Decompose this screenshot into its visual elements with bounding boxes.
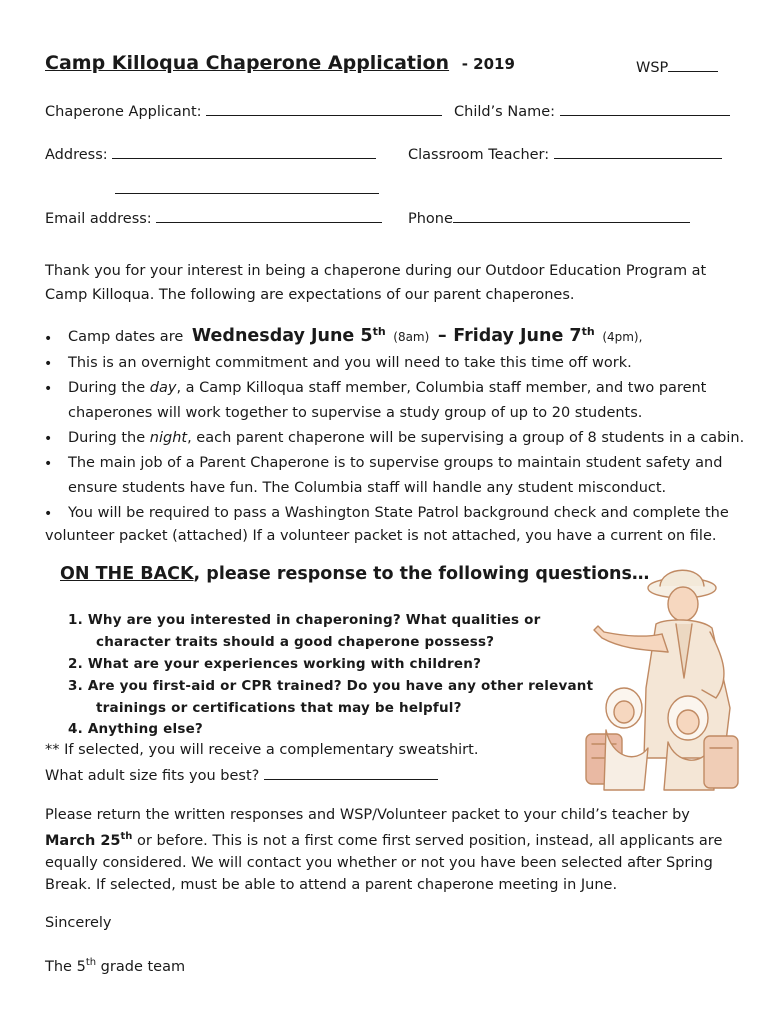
- sincerely: Sincerely: [45, 915, 112, 931]
- list-item-continued: ensure students have fun. The Columbia staff will handle any student misconduct.: [68, 480, 667, 496]
- b3-a: During the: [68, 380, 150, 396]
- question-4: 4. Anything else?: [68, 721, 203, 737]
- size-blank[interactable]: [264, 764, 438, 780]
- closing-line-2-text: or before. This is not a first come first served position, instead, all applicants are: [132, 832, 723, 849]
- b3-day: day: [149, 380, 177, 396]
- question-1-continued: character traits should a good chaperone possess?: [96, 634, 495, 650]
- list-item: [68, 325, 642, 346]
- sweatshirt-note: ** If selected, you will receive a complementary sweatshirt.: [45, 742, 479, 758]
- question-3-continued: trainings or certifications that may be helpful?: [96, 700, 462, 716]
- start-sup: th: [372, 325, 386, 338]
- list-item: [68, 430, 744, 446]
- email-label: Email address:: [45, 211, 152, 227]
- closing-line-1: Please return the written responses and WSP/Volunteer packet to your child’s teacher by: [45, 807, 690, 823]
- closing-paragraph: [45, 804, 745, 896]
- wsp-blank[interactable]: [668, 56, 718, 72]
- start-day: Wednesday June 5: [191, 325, 373, 346]
- applicant-blank[interactable]: [206, 100, 442, 116]
- child-blank[interactable]: [560, 100, 730, 116]
- phone-field: [408, 207, 690, 227]
- bullet-icon: •: [44, 456, 53, 472]
- list-item-continued: chaperones will work together to supervise a study group of up to 20 students.: [68, 405, 643, 421]
- address-line2-blank[interactable]: [115, 178, 379, 194]
- applicant-label: Chaperone Applicant:: [45, 104, 202, 120]
- size-label: What adult size fits you best?: [45, 768, 260, 784]
- wsp-label: WSP: [636, 60, 669, 76]
- phone-blank[interactable]: [453, 207, 690, 223]
- list-item: [68, 380, 706, 396]
- start-time: (8am): [393, 329, 430, 344]
- teacher-blank[interactable]: [554, 143, 722, 159]
- closing-line-2: [45, 826, 745, 852]
- bullet-icon: •: [44, 331, 53, 347]
- page-title: Camp Killoqua Chaperone Application: [45, 52, 450, 74]
- signoff: [45, 957, 185, 975]
- list-item: The main job of a Parent Chaperone is to supervise groups to maintain student safety and: [68, 455, 723, 471]
- question-3: 3. Are you first-aid or CPR trained? Do you have any other relevant: [68, 678, 594, 694]
- child-label: Child’s Name:: [454, 104, 556, 120]
- question-2: 2. What are your experiences working with children?: [68, 656, 482, 672]
- b4-a: During the: [68, 430, 150, 446]
- b3-b: , a Camp Killoqua staff member, Columbia staff member, and two parent: [176, 380, 707, 396]
- bullet-icon: •: [44, 356, 53, 372]
- b4-b: , each parent chaperone will be supervising a group of 8 students in a cabin.: [187, 430, 745, 446]
- list-item-continued: volunteer packet (attached) If a volunteer packet is not attached, you have a current on file.: [45, 528, 717, 544]
- phone-label: Phone: [408, 211, 453, 227]
- list-item: You will be required to pass a Washington State Patrol background check and complete the: [68, 505, 729, 521]
- b4-night: night: [149, 430, 188, 446]
- email-blank[interactable]: [156, 207, 382, 223]
- child-field: [454, 100, 730, 120]
- end-time: (4pm),: [602, 329, 643, 344]
- size-field: [45, 764, 438, 784]
- questions-heading: [60, 564, 649, 584]
- address-field: [45, 143, 376, 163]
- intro-paragraph: Thank you for your interest in being a chaperone during our Outdoor Education Program at Camp Killoqua. The following are expectations of our parent chaperones.: [45, 263, 707, 303]
- closing-line-4: Break. If selected, must be able to attend a parent chaperone meeting in June.: [45, 876, 618, 893]
- teacher-label: Classroom Teacher:: [408, 147, 550, 163]
- address-label: Address:: [45, 147, 108, 163]
- header: [45, 52, 515, 74]
- bullet-icon: •: [44, 431, 53, 447]
- dash: –: [437, 325, 447, 346]
- deadline-sup: th: [120, 831, 133, 842]
- signoff-sup: th: [85, 957, 97, 968]
- signoff-b: grade team: [96, 958, 186, 975]
- address-blank[interactable]: [112, 143, 376, 159]
- bullet-icon: •: [44, 506, 53, 522]
- deadline: March 25: [45, 832, 121, 849]
- wsp-field: [636, 56, 718, 76]
- closing-line-3: equally considered. We will contact you whether or not you have been selected after Spring: [45, 854, 713, 871]
- year: - 2019: [461, 55, 515, 73]
- chaperone-illustration: [584, 558, 744, 796]
- list-item: This is an overnight commitment and you will need to take this time off work.: [68, 355, 632, 371]
- email-field: [45, 207, 382, 227]
- applicant-field: [45, 100, 442, 120]
- dates-prefix: Camp dates are: [68, 328, 184, 345]
- end-sup: th: [581, 325, 595, 338]
- signoff-a: The 5: [45, 958, 86, 975]
- question-1: 1. Why are you interested in chaperoning? What qualities or: [68, 612, 541, 628]
- heading-rest: , please response to the following questions…: [193, 564, 650, 584]
- bullet-icon: •: [44, 381, 53, 397]
- teacher-field: [408, 143, 722, 163]
- heading-underlined: ON THE BACK: [60, 564, 194, 584]
- end-day: Friday June 7: [453, 325, 582, 346]
